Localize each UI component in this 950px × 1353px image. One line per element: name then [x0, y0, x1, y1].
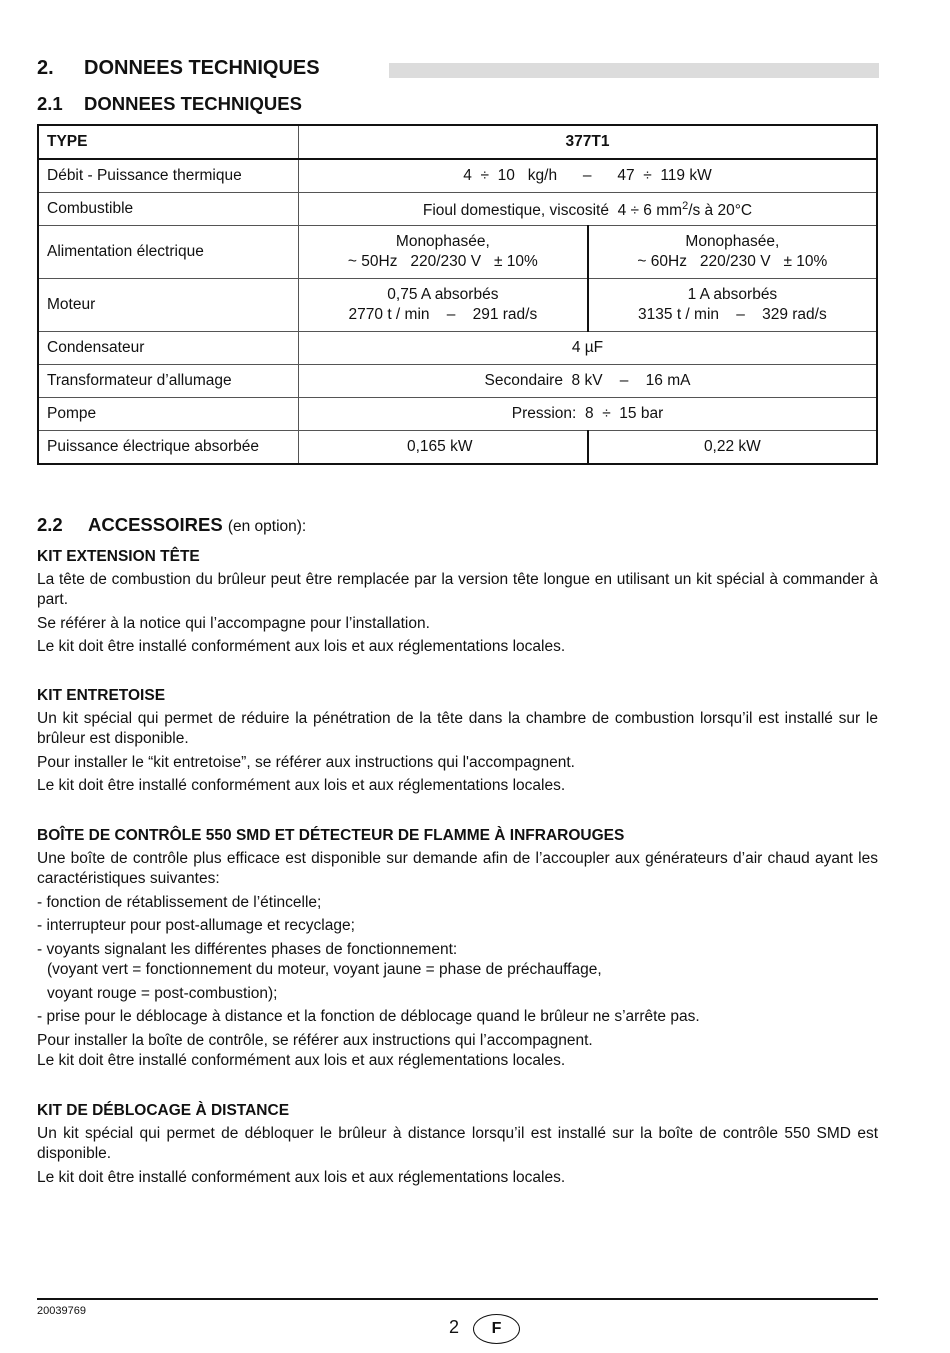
kit-deblocage-title: KIT DE DÉBLOCAGE À DISTANCE: [37, 1102, 290, 1119]
list-item: - interrupteur pour post-allumage et recyclage;: [37, 917, 355, 934]
row-label: Puissance électrique absorbée: [38, 431, 299, 465]
boite-controle-section: [37, 826, 878, 1075]
section-title-bar: [389, 63, 879, 78]
subsection-number: 2.2: [37, 514, 63, 535]
row-value: 4 ÷ 10 kg/h – 47 ÷ 119 kW: [299, 159, 878, 193]
combustible-superscript: 2: [682, 200, 689, 213]
boite-controle-title: BOÎTE DE CONTRÔLE 550 SMD ET DÉTECTEUR DE FLAMME À INFRAROUGES: [37, 827, 625, 844]
table-header-row: [38, 125, 877, 159]
kit-deblocage-section: [37, 1101, 878, 1191]
paragraph: La tête de combustion du brûleur peut être remplacée par la version tête longue en utilisant un kit spécial à commander à part.: [37, 570, 878, 608]
row-label: Combustible: [38, 193, 299, 226]
accessories-title: [37, 514, 306, 536]
list-item-detail: (voyant vert = fonctionnement du moteur, voyant jaune = phase de préchauffage,: [47, 961, 602, 978]
document-code: 20039769: [37, 1305, 86, 1317]
value-line: ~ 60Hz 220/230 V ± 10%: [637, 253, 828, 270]
type-label: TYPE: [38, 125, 299, 159]
kit-entretoise-section: [37, 686, 878, 800]
kit-extension-tete-title: KIT EXTENSION TÊTE: [37, 548, 200, 565]
row-value: [299, 193, 878, 226]
section-title-text: DONNEES TECHNIQUES: [84, 57, 320, 79]
table-row: [38, 159, 877, 193]
subsection-title-text: DONNEES TECHNIQUES: [84, 93, 302, 114]
row-value-60hz: 0,22 kW: [588, 431, 877, 465]
table-row: [38, 279, 877, 332]
page-number: 2: [449, 1317, 460, 1337]
paragraph: Un kit spécial qui permet de débloquer le brûleur à distance lorsqu’il est installé sur la boîte de contrôle 550 SMD est disponible.: [37, 1124, 878, 1162]
paragraph: Le kit doit être installé conformément aux lois et aux réglementations locales.: [37, 1052, 566, 1069]
combustible-value: Fioul domestique, viscosité 4 ÷ 6 mm: [422, 202, 683, 220]
section-number: 2.: [37, 57, 54, 79]
value-line: ~ 50Hz 220/230 V ± 10%: [347, 253, 538, 270]
value-line: Monophasée,: [395, 233, 490, 250]
row-label: Pompe: [38, 398, 299, 431]
paragraph: Une boîte de contrôle plus efficace est disponible sur demande afin de l’accoupler aux générateurs d’air chaud ayant les caractéristiques suivantes:: [37, 849, 878, 887]
table-row: [38, 332, 877, 365]
row-value-60hz: [588, 279, 877, 332]
paragraph: Se référer à la notice qui l’accompagne pour l’installation.: [37, 614, 430, 632]
subsection-number: 2.1: [37, 93, 63, 114]
row-label: Condensateur: [38, 332, 299, 365]
table-row: [38, 365, 877, 398]
row-value-50hz: [299, 279, 588, 332]
accessories-title-text: ACCESSOIRES: [88, 514, 223, 535]
list-item-detail: voyant rouge = post-combustion);: [47, 984, 278, 1002]
row-label: Alimentation électrique: [38, 226, 299, 279]
subsection-title: [37, 93, 302, 115]
row-value-50hz: [299, 226, 588, 279]
list-item: - prise pour le déblocage à distance et la fonction de déblocage quand le brûleur ne s’arrête pas.: [37, 1008, 700, 1025]
list-item: - fonction de rétablissement de l’étincelle;: [37, 893, 322, 911]
row-value: Pression: 8 ÷ 15 bar: [299, 398, 878, 431]
footer-rule: [37, 1298, 878, 1300]
value-line: 1 A absorbés: [687, 286, 778, 303]
row-value-60hz: [588, 226, 877, 279]
table-row: [38, 431, 877, 465]
technical-data-table: [37, 124, 878, 465]
type-value: 377T1: [299, 125, 878, 159]
row-label: Moteur: [38, 279, 299, 332]
paragraph: Le kit doit être installé conformément aux lois et aux réglementations locales.: [37, 1168, 566, 1186]
paragraph: Le kit doit être installé conformément aux lois et aux réglementations locales.: [37, 777, 566, 794]
value-line: Monophasée,: [685, 233, 780, 250]
list-item: - voyants signalant les différentes phases de fonctionnement:: [37, 940, 458, 958]
section-title: [37, 57, 320, 80]
paragraph: Pour installer la boîte de contrôle, se référer aux instructions qui l’accompagnent.: [37, 1031, 593, 1049]
table-row: [38, 193, 877, 226]
kit-extension-tete-section: [37, 547, 878, 661]
table-row: [38, 226, 877, 279]
paragraph: Pour installer le “kit entretoise”, se référer aux instructions qui l'accompagnent.: [37, 753, 575, 771]
combustible-value-unit: /s à 20°C: [688, 202, 753, 220]
row-value: 4 µF: [299, 332, 878, 365]
row-value-50hz: 0,165 kW: [299, 431, 588, 465]
kit-entretoise-title: KIT ENTRETOISE: [37, 687, 166, 704]
row-label: Transformateur d’allumage: [38, 365, 299, 398]
table-row: [38, 398, 877, 431]
value-line: 3135 t / min – 329 rad/s: [638, 306, 827, 323]
value-line: 0,75 A absorbés: [387, 286, 499, 303]
value-line: 2770 t / min – 291 rad/s: [348, 306, 538, 323]
paragraph: Un kit spécial qui permet de réduire la pénétration de la tête dans la chambre de combustion lorsqu’il est installé sur le brûleur est disponible.: [37, 709, 878, 747]
paragraph: Le kit doit être installé conformément aux lois et aux réglementations locales.: [37, 638, 566, 655]
accessories-note: (en option):: [227, 518, 307, 535]
language-badge: F: [473, 1314, 520, 1344]
row-value: Secondaire 8 kV – 16 mA: [299, 365, 878, 398]
row-label: Débit - Puissance thermique: [38, 159, 299, 193]
